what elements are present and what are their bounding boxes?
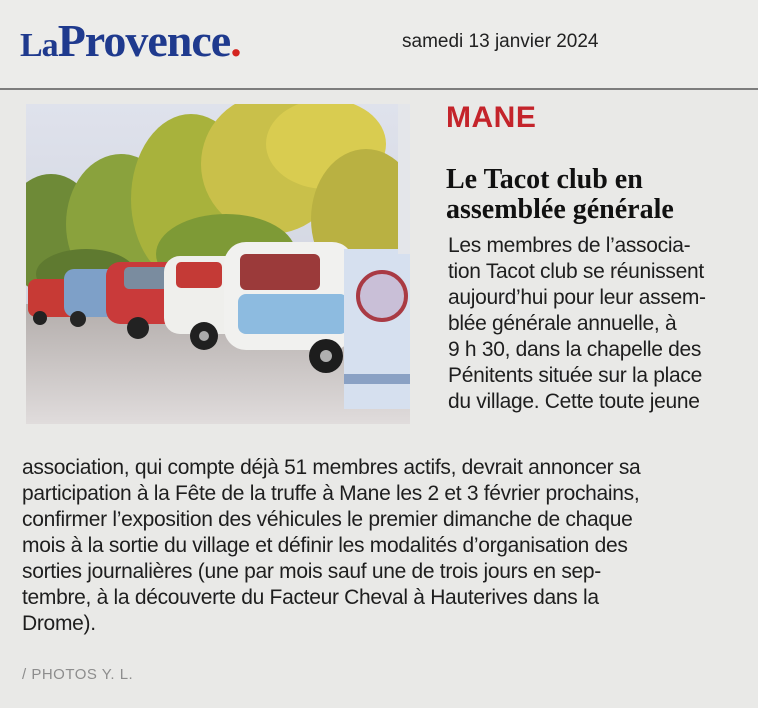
body-line: participation à la Fête de la truffe à Mane les 2 et 3 février prochains,: [22, 482, 640, 505]
body-line: blée générale annuelle, à: [448, 312, 677, 335]
la-provence-logo: LaProvence.: [20, 15, 241, 66]
article-photo: [26, 104, 410, 424]
publication-date: samedi 13 janvier 2024: [402, 31, 599, 52]
body-line: aujourd’hui pour leur assem-: [448, 286, 706, 309]
body-line: du village. Cette toute jeune: [448, 390, 700, 413]
body-line: tion Tacot club se réunissent: [448, 260, 704, 283]
body-line: mois à la sortie du village et définir les modalités d’organisation des: [22, 534, 628, 557]
body-line: Drome).: [22, 612, 96, 635]
body-line: association, qui compte déjà 51 membres actifs, devrait annoncer sa: [22, 456, 641, 479]
masthead: [0, 0, 758, 90]
body-line: Les membres de l’associa-: [448, 234, 691, 257]
body-line: confirmer l’exposition des véhicules le premier dimanche de chaque: [22, 508, 633, 531]
vintage-cars-photo: [26, 104, 410, 424]
article-headline: Le Tacot club en assemblée générale: [446, 164, 674, 225]
photo-credit: / PHOTOS Y. L.: [22, 666, 134, 683]
body-line: tembre, à la découverte du Facteur Cheval à Hauterives dans la: [22, 586, 599, 609]
section-label: MANE: [446, 101, 537, 134]
body-line: sorties journalières (une par mois sauf une de trois jours en sep-: [22, 560, 601, 583]
body-line: 9 h 30, dans la chapelle des: [448, 338, 702, 361]
body-line: Pénitents située sur la place: [448, 364, 702, 387]
